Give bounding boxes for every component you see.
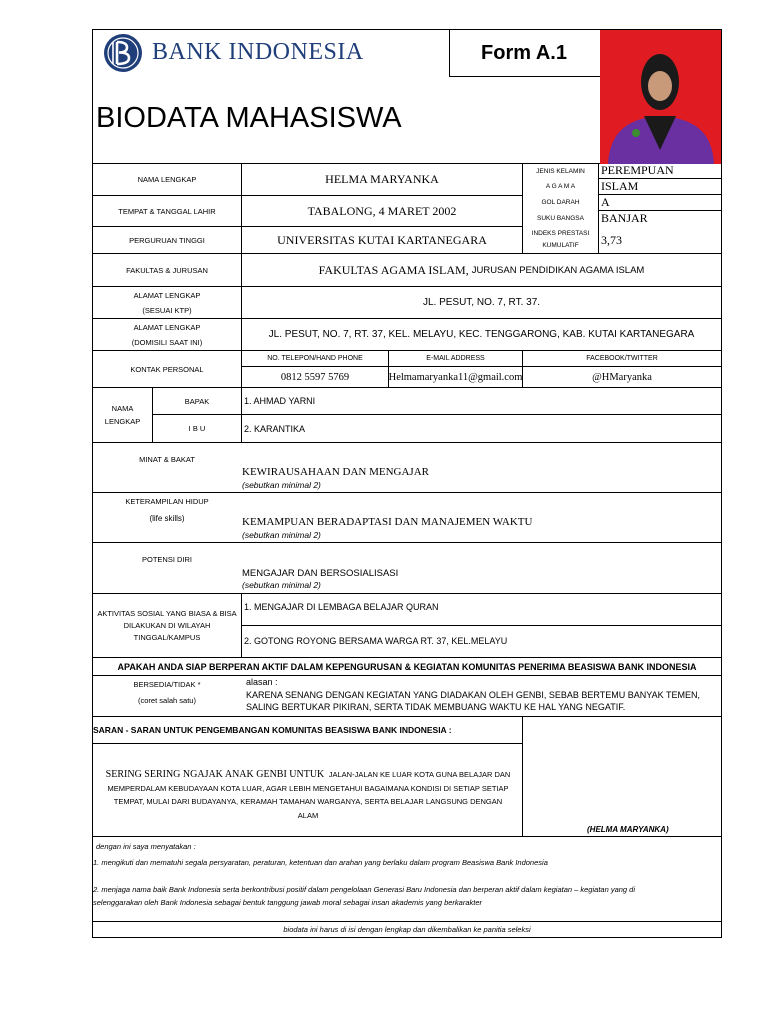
fakultas-value[interactable] bbox=[242, 254, 721, 286]
alamat-dom-label-line-2: (DOMISILI SAAT INI) bbox=[131, 337, 203, 347]
minat-label: MINAT & BAKAT bbox=[139, 455, 195, 464]
saran-line-3: TEMPAT, MULAI DARI BUDAYANYA, KERAMAH TAMAHAN WARGANYA, SERTA BELAJAR LANGSUNG DENGAN bbox=[113, 797, 503, 806]
kesiapan-reason-line-1[interactable]: KARENA SENANG DENGAN KEGIATAN YANG DIADAKAN OLEH GENBI, SEBAB BERTEMU BANYAK TEMEN, bbox=[246, 690, 700, 700]
fakultas-label: FAKULTAS & JURUSAN bbox=[126, 265, 208, 275]
pernyataan-item-2a: 2. menjaga nama baik Bank Indonesia serta berkontribusi positif dalam pengelolaan Generasi Baru Indonesia dan berperan aktif dalam kegiatan – kegiatan yang di bbox=[93, 885, 636, 894]
gol-value[interactable]: A bbox=[601, 195, 610, 209]
ibu-label: I B U bbox=[188, 424, 206, 433]
agama-value[interactable]: ISLAM bbox=[601, 179, 639, 193]
page-title: BIODATA MAHASISWA bbox=[96, 101, 402, 134]
pernyataan-item-1: 1. mengikuti dan mematuhi segala persyaratan, peraturan, ketentuan dan arahan yang berlaku dalam program Beasiswa Bank Indonesia bbox=[93, 858, 548, 867]
nama-value[interactable]: HELMA MARYANKA bbox=[325, 172, 439, 186]
alamat-ktp-label bbox=[93, 287, 241, 318]
bapak-value[interactable]: 1. AHMAD YARNI bbox=[244, 396, 316, 406]
email-label: E-MAIL ADDRESS bbox=[426, 355, 485, 362]
email-value[interactable]: Helmamaryanka11@gmail.com bbox=[388, 371, 523, 383]
potensi-note: (sebutkan minimal 2) bbox=[242, 580, 321, 590]
minat-value[interactable]: KEWIRAUSAHAAN DAN MENGAJAR bbox=[242, 466, 429, 478]
kesiapan-answer-label[interactable]: BERSEDIA/TIDAK * bbox=[133, 680, 201, 689]
alamat-dom-label-line-1: ALAMAT LENGKAP bbox=[133, 322, 201, 332]
aktivitas-label-line-2: DILAKUKAN DI WILAYAH bbox=[123, 620, 211, 630]
aktivitas-label bbox=[93, 594, 241, 657]
fakultas-value-a: FAKULTAS AGAMA ISLAM, bbox=[318, 262, 472, 277]
ortu-label bbox=[93, 388, 152, 442]
saran-body[interactable] bbox=[94, 767, 522, 821]
bank-logo bbox=[100, 32, 146, 74]
minat-note: (sebutkan minimal 2) bbox=[242, 480, 321, 490]
keterampilan-label-2: (life skills) bbox=[149, 514, 185, 523]
alamat-ktp-label-line-2: (SESUAI KTP) bbox=[142, 305, 192, 315]
ipk-value[interactable]: 3,73 bbox=[601, 232, 622, 247]
aktivitas-item-2[interactable]: 2. GOTONG ROYONG BERSAMA WARGA RT. 37, KEL.MELAYU bbox=[244, 636, 508, 646]
suku-value[interactable]: BANJAR bbox=[601, 211, 648, 225]
aktivitas-item-1[interactable]: 1. MENGAJAR DI LEMBAGA BELAJAR QURAN bbox=[244, 602, 439, 612]
alamat-dom-value[interactable]: JL. PESUT, NO. 7, RT. 37, KEL. MELAYU, KEC. TENGGARONG, KAB. KUTAI KARTANEGARA bbox=[268, 329, 695, 340]
saran-line-1: JALAN-JALAN KE LUAR KOTA GUNA BELAJAR DAN bbox=[328, 770, 511, 779]
kesiapan-reason-line-2[interactable]: SALING BERTUKAR PIKIRAN, SERTA TIDAK MEMBUANG WAKTU KE HAL YANG NEGATIF. bbox=[246, 702, 626, 712]
ibu-value[interactable]: 2. KARANTIKA bbox=[244, 423, 306, 434]
suku-label: SUKU BANGSA bbox=[537, 215, 584, 222]
saran-lead: SERING SERING NGAJAK ANAK GENBI UNTUK bbox=[105, 769, 325, 780]
alamat-dom-label bbox=[93, 319, 241, 350]
agama-label: A G A M A bbox=[545, 183, 576, 190]
bank-seal-icon bbox=[100, 32, 146, 74]
social-value[interactable]: @HMaryanka bbox=[592, 371, 652, 383]
bank-name: BANK INDONESIA bbox=[152, 38, 364, 65]
bapak-label: BAPAK bbox=[184, 396, 210, 406]
ortu-label-line-1: NAMA bbox=[111, 404, 134, 413]
pt-label: PERGURUAN TINGGI bbox=[129, 235, 205, 245]
alamat-ktp-label-line-1: ALAMAT LENGKAP bbox=[133, 290, 201, 300]
ipk-label bbox=[523, 227, 598, 253]
saran-label: SARAN - SARAN UNTUK PENGEMBANGAN KOMUNITAS BEASISWA BANK INDONESIA : bbox=[93, 725, 452, 735]
form-code: Form A.1 bbox=[481, 41, 567, 64]
alamat-ktp-value[interactable]: JL. PESUT, NO. 7, RT. 37. bbox=[422, 297, 541, 308]
aktivitas-label-line-3: TINGGAL/KAMPUS bbox=[133, 632, 201, 642]
pernyataan-footer: biodata ini harus di isi dengan lengkap dan dikembalikan ke panitia seleksi bbox=[283, 925, 531, 934]
signature-area[interactable] bbox=[523, 717, 721, 836]
keterampilan-note: (sebutkan minimal 2) bbox=[242, 530, 321, 540]
gol-label: GOL DARAH bbox=[541, 199, 580, 206]
phone-value[interactable]: 0812 5597 5769 bbox=[280, 371, 350, 383]
aktivitas-label-line-1: AKTIVITAS SOSIAL YANG BIASA & BISA bbox=[97, 608, 237, 618]
fakultas-value-b: JURUSAN PENDIDIKAN AGAMA ISLAM bbox=[471, 264, 645, 276]
jk-value[interactable]: PEREMPUAN bbox=[601, 163, 674, 177]
ipk-label-line-1: INDEKS PRESTASI bbox=[531, 230, 590, 237]
kesiapan-answer-note: (coret salah satu) bbox=[138, 696, 196, 705]
pernyataan-intro: dengan ini saya menyatakan : bbox=[96, 842, 196, 851]
nama-label: NAMA LENGKAP bbox=[137, 175, 197, 184]
student-photo bbox=[600, 30, 721, 164]
pernyataan-item-2b: selenggarakan oleh Bank Indonesia sebagai bentuk tanggung jawab moral sebagai insan akademis yang berkarakter bbox=[93, 898, 483, 907]
saran-line-2: MEMPERDALAM KEBUDAYAAN KOTA LUAR, AGAR LEBIH MENGETAHUI BAGAIMANA KONDISI DI SETIAP SETIAP bbox=[107, 783, 509, 793]
saran-line-4: ALAM bbox=[297, 810, 319, 820]
student-photo-image bbox=[600, 30, 721, 164]
ttl-value[interactable]: TABALONG, 4 MARET 2002 bbox=[307, 203, 457, 218]
jk-label: JENIS KELAMIN bbox=[536, 167, 585, 175]
ttl-label: TEMPAT & TANGGAL LAHIR bbox=[118, 206, 216, 216]
kontak-label: KONTAK PERSONAL bbox=[130, 364, 204, 374]
keterampilan-label-1: KETERAMPILAN HIDUP bbox=[125, 497, 209, 506]
phone-label: NO. TELEPON/HAND PHONE bbox=[267, 355, 363, 362]
ortu-label-line-2: LENGKAP bbox=[104, 417, 141, 426]
kesiapan-question: APAKAH ANDA SIAP BERPERAN AKTIF DALAM KEPENGURUSAN & KEGIATAN KOMUNITAS PENERIMA BEASISWA BANK INDONESIA bbox=[117, 661, 697, 672]
signature-name: (HELMA MARYANKA) bbox=[587, 825, 669, 834]
kesiapan-reason-label: alasan : bbox=[246, 677, 278, 687]
ipk-label-line-2: KUMULATIF bbox=[542, 242, 579, 249]
potensi-label: POTENSI DIRI bbox=[141, 555, 192, 564]
keterampilan-value[interactable]: KEMAMPUAN BERADAPTASI DAN MANAJEMEN WAKTU bbox=[242, 516, 533, 528]
pt-value[interactable]: UNIVERSITAS KUTAI KARTANEGARA bbox=[277, 232, 487, 247]
social-label: FACEBOOK/TWITTER bbox=[586, 355, 658, 362]
potensi-value[interactable]: MENGAJAR DAN BERSOSIALISASI bbox=[242, 568, 399, 579]
